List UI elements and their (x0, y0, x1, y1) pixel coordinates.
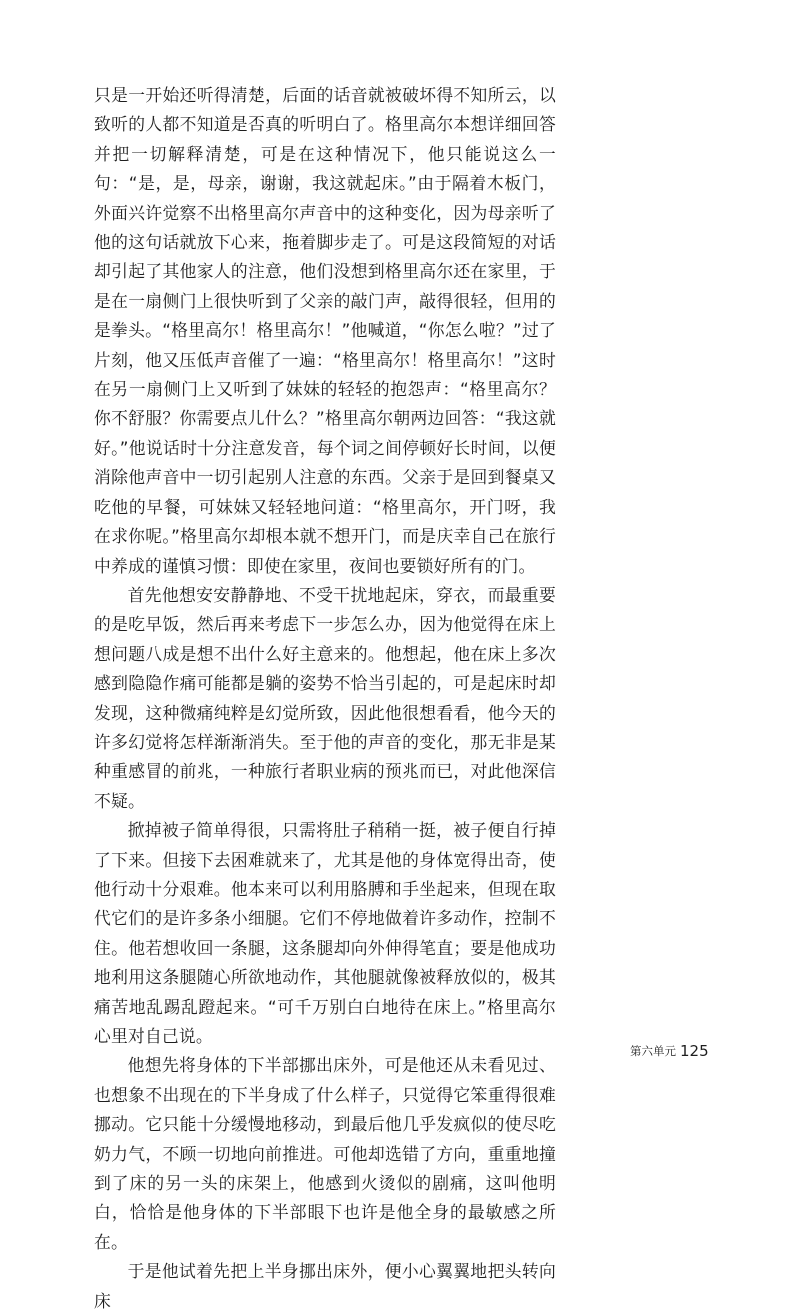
body-text (94, 81, 556, 1316)
paragraph-2: 首先他想安安静静地、不受干扰地起床，穿衣，而最重要的是吃早饭，然后再来考虑下一步怎么办，因为他觉得在床上想问题八成是想不出什么好主意来的。他想起，他在床上多次感到隐隐作痛可能都是躺的姿势不恰当引起的，可是起床时却发现，这种微痛纯粹是幻觉所致，因此他很想看看，他今天的许多幻觉将怎样渐渐消失。至于他的声音的变化，那无非是某种重感冒的前兆，一种旅行者职业病的预兆而已，对此他深信不疑。 (94, 584, 556, 811)
page-number: 125 (680, 1042, 709, 1060)
paragraph-3: 掀掉被子简单得很，只需将肚子稍稍一挺，被子便自行掉了下来。但接下去困难就来了，尤其是他的身体宽得出奇，使他行动十分艰难。他本来可以利用胳膊和手坐起来，但现在取代它们的是许多条小细腿。它们不停地做着许多动作，控制不住。他若想收回一条腿，这条腿却向外伸得笔直；要是他成功地利用这条腿随心所欲地动作，其他腿就像被释放似的，极其痛苦地乱踢乱蹬起来。“可千万别白白地待在床上。”格里高尔心里对自己说。 (94, 820, 556, 1046)
paragraph-5: 于是他试着先把上半身挪出床外，便小心翼翼地把头转向床 (94, 1261, 556, 1311)
paragraph-4: 他想先将身体的下半部挪出床外，可是他还从未看见过、也想象不出现在的下半身成了什么样子，只觉得它笨重得很难挪动。它只能十分缓慢地移动，到最后他几乎发疯似的使尽吃奶力气，不顾一切地向前推进。可他却选错了方向，重重地撞到了床的另一头的床架上，他感到火烫似的剧痛，这叫他明白，恰恰是他身体的下半部眼下也许是他全身的最敏感之所在。 (94, 1055, 556, 1252)
unit-label: 第六单元 (630, 1044, 676, 1058)
page-footer (630, 1041, 720, 1060)
paragraph-1: 只是一开始还听得清楚，后面的话音就被破坏得不知所云，以致听的人都不知道是否真的听明白了。格里高尔本想详细回答并把一切解释清楚，可是在这种情况下，他只能说这么一句：“是，是，母亲，谢谢，我这就起床。”由于隔着木板门，外面兴许觉察不出格里高尔声音中的这种变化，因为母亲听了他的这句话就放下心来，拖着脚步走了。可是这段简短的对话却引起了其他家人的注意，他们没想到格里高尔还在家里，于是在一扇侧门上很快听到了父亲的敲门声，敲得很轻，但用的是拳头。“格里高尔！格里高尔！”他喊道，“你怎么啦？”过了片刻，他又压低声音催了一遍：“格里高尔！格里高尔！”这时在另一扇侧门上又听到了妹妹的轻轻的抱怨声：“格里高尔？你不舒服？你需要点儿什么？”格里高尔朝两边回答：“我这就好。”他说话时十分注意发音，每个词之间停顿好长时间，以便消除他声音中一切引起别人注意的东西。父亲于是回到餐桌又吃他的早餐，可妹妹又轻轻地问道：“格里高尔，开门呀，我在求你呢。”格里高尔却根本就不想开门，而是庆幸自己在旅行中养成的谨慎习惯：即使在家里，夜间也要锁好所有的门。 (94, 85, 556, 576)
